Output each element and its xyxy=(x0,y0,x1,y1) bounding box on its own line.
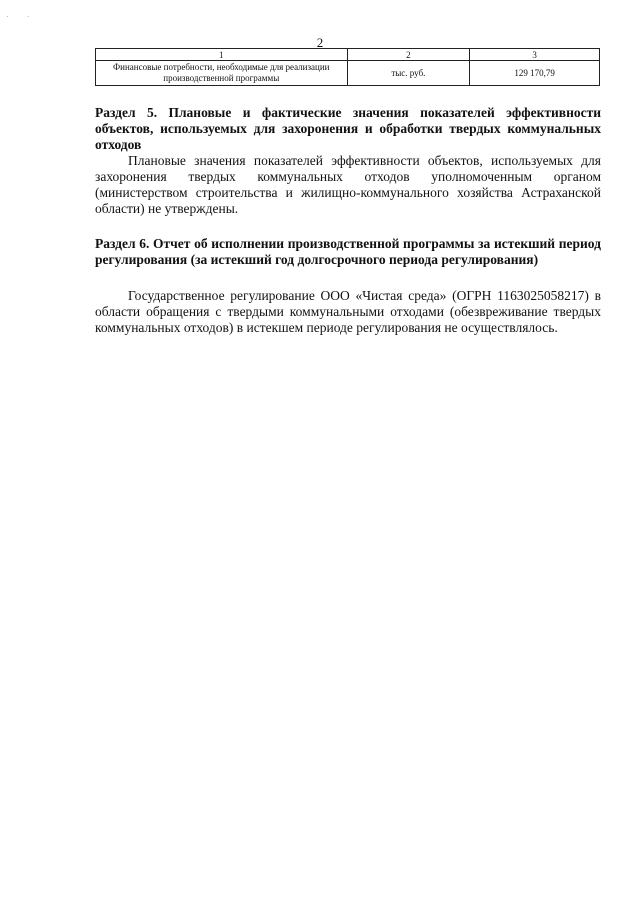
table-header-cell: 3 xyxy=(470,49,600,61)
table-header-cell: 1 xyxy=(96,49,348,61)
table-row xyxy=(96,61,600,86)
section-6-title: Раздел 6. Отчет об исполнении производственной программы за истекший период регулирования (за истекший год долгосрочного периода регулирования) xyxy=(95,236,601,267)
scan-artifact: · · xyxy=(6,12,38,21)
table-cell-value: 129 170,79 xyxy=(470,61,600,86)
section-5-paragraph: Плановые значения показателей эффективности объектов, используемых для захоронения твердых коммунальных отходов уполномоченным органом (министерством строительства и жилищно-коммунального хозяйства Астраханской области) не утверждены. xyxy=(95,153,601,216)
page-number: 2 xyxy=(316,35,324,50)
financial-needs-table xyxy=(95,48,600,86)
section-6-paragraph: Государственное регулирование ООО «Чистая среда» (ОГРН 1163025058217) в области обращения с твердыми коммунальными отходами (обезвреживание твердых коммунальных отходов) в истекшем периоде регулирования не осуществлялось. xyxy=(95,288,601,335)
table-cell-name: Финансовые потребности, необходимые для реализации производственной программы xyxy=(96,61,348,86)
section-5-title: Раздел 5. Плановые и фактические значения показателей эффективности объектов, используемых для захоронения и обработки твердых коммунальных отходов xyxy=(95,105,601,152)
table-cell-unit: тыс. руб. xyxy=(347,61,470,86)
table-header-cell: 2 xyxy=(347,49,470,61)
table-header-row xyxy=(96,49,600,61)
